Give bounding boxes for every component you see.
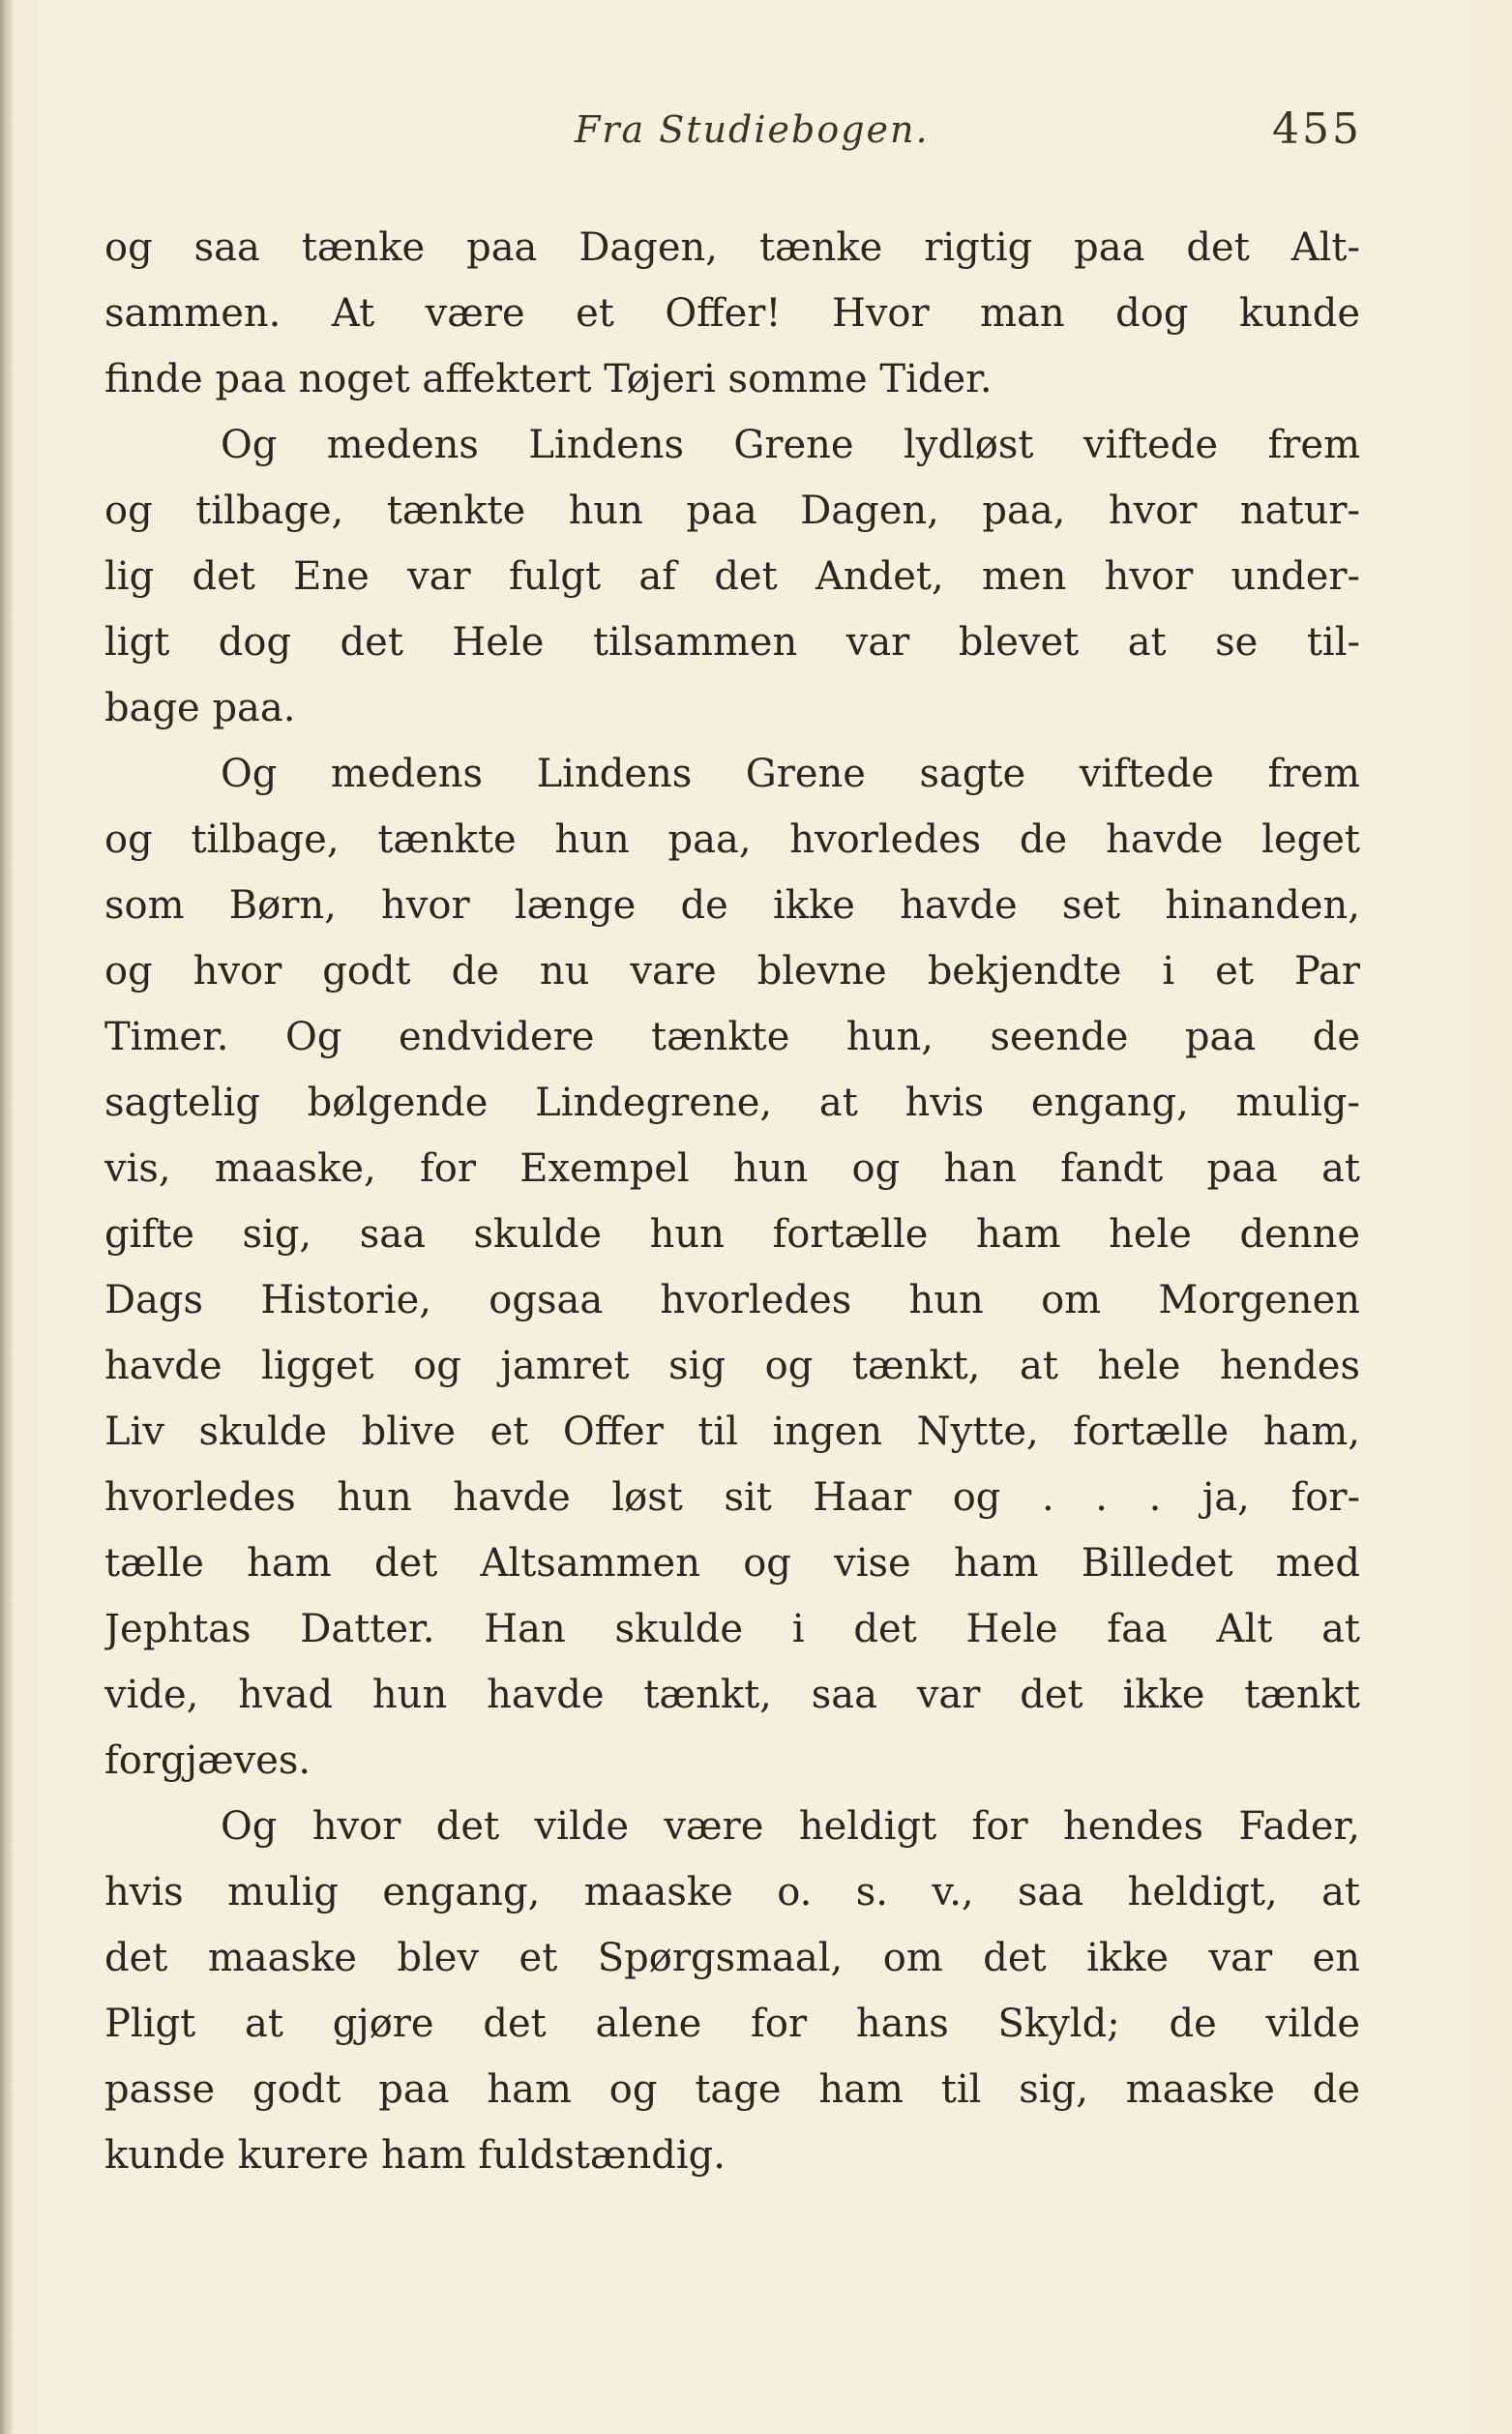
text-line: sammen. At være et Offer! Hvor man dog kunde [104, 291, 1360, 336]
text-line: kunde kurere ham fuldstændig. [104, 2133, 726, 2178]
text-line: vide, hvad hun havde tænkt, saa var det ikke tænkt [104, 1673, 1360, 1717]
text-line: Og hvor det vilde være heldigt for hendes Fader, [221, 1804, 1360, 1849]
text-line: Og medens Lindens Grene sagte viftede frem [221, 752, 1360, 796]
text-line: som Børn, hvor længe de ikke havde set hinanden, [104, 883, 1360, 928]
text-line: passe godt paa ham og tage ham til sig, maaske de [104, 2067, 1360, 2112]
text-line: ligt dog det Hele tilsammen var blevet at se til- [104, 620, 1360, 665]
text-line: tælle ham det Altsammen og vise ham Billedet med [104, 1541, 1360, 1586]
page-number: 455 [1272, 104, 1362, 154]
text-line: hvorledes hun havde løst sit Haar og . . . ja, for- [104, 1475, 1360, 1520]
text-line: Jephtas Datter. Han skulde i det Hele faa Alt at [104, 1607, 1360, 1651]
text-line: hvis mulig engang, maaske o. s. v., saa heldigt, at [104, 1870, 1360, 1915]
text-line: Pligt at gjøre det alene for hans Skyld; de vilde [104, 2002, 1360, 2046]
text-line: lig det Ene var fulgt af det Andet, men hvor under- [104, 554, 1360, 599]
binding-edge [0, 0, 14, 2434]
text-line: det maaske blev et Spørgsmaal, om det ikke var en [104, 1936, 1360, 1980]
text-line: Timer. Og endvidere tænkte hun, seende paa de [104, 1015, 1360, 1059]
text-line: gifte sig, saa skulde hun fortælle ham hele denne [104, 1212, 1360, 1257]
text-line: og tilbage, tænkte hun paa Dagen, paa, hvor natur- [104, 489, 1360, 533]
text-line: og saa tænke paa Dagen, tænke rigtig paa det Alt- [104, 225, 1360, 270]
text-line: forgjæves. [104, 1738, 311, 1783]
text-line: finde paa noget affektert Tøjeri somme Tider. [104, 357, 993, 401]
text-line: og hvor godt de nu vare blevne bekjendte i et Par [104, 949, 1360, 994]
text-line: Dags Historie, ogsaa hvorledes hun om Morgenen [104, 1278, 1360, 1322]
text-line: og tilbage, tænkte hun paa, hvorledes de havde leget [104, 817, 1360, 862]
text-line: Liv skulde blive et Offer til ingen Nytte, fortælle ham, [104, 1410, 1360, 1454]
page-header [104, 104, 1362, 166]
text-line: sagtelig bølgende Lindegrene, at hvis engang, mulig- [104, 1081, 1360, 1125]
text-line: vis, maaske, for Exempel hun og han fandt paa at [104, 1146, 1360, 1191]
body-text [104, 215, 1360, 2188]
running-title: Fra Studiebogen. [575, 108, 930, 151]
text-line: havde ligget og jamret sig og tænkt, at hele hendes [104, 1344, 1360, 1388]
text-line: bage paa. [104, 686, 296, 730]
text-line: Og medens Lindens Grene lydløst viftede frem [221, 423, 1360, 467]
